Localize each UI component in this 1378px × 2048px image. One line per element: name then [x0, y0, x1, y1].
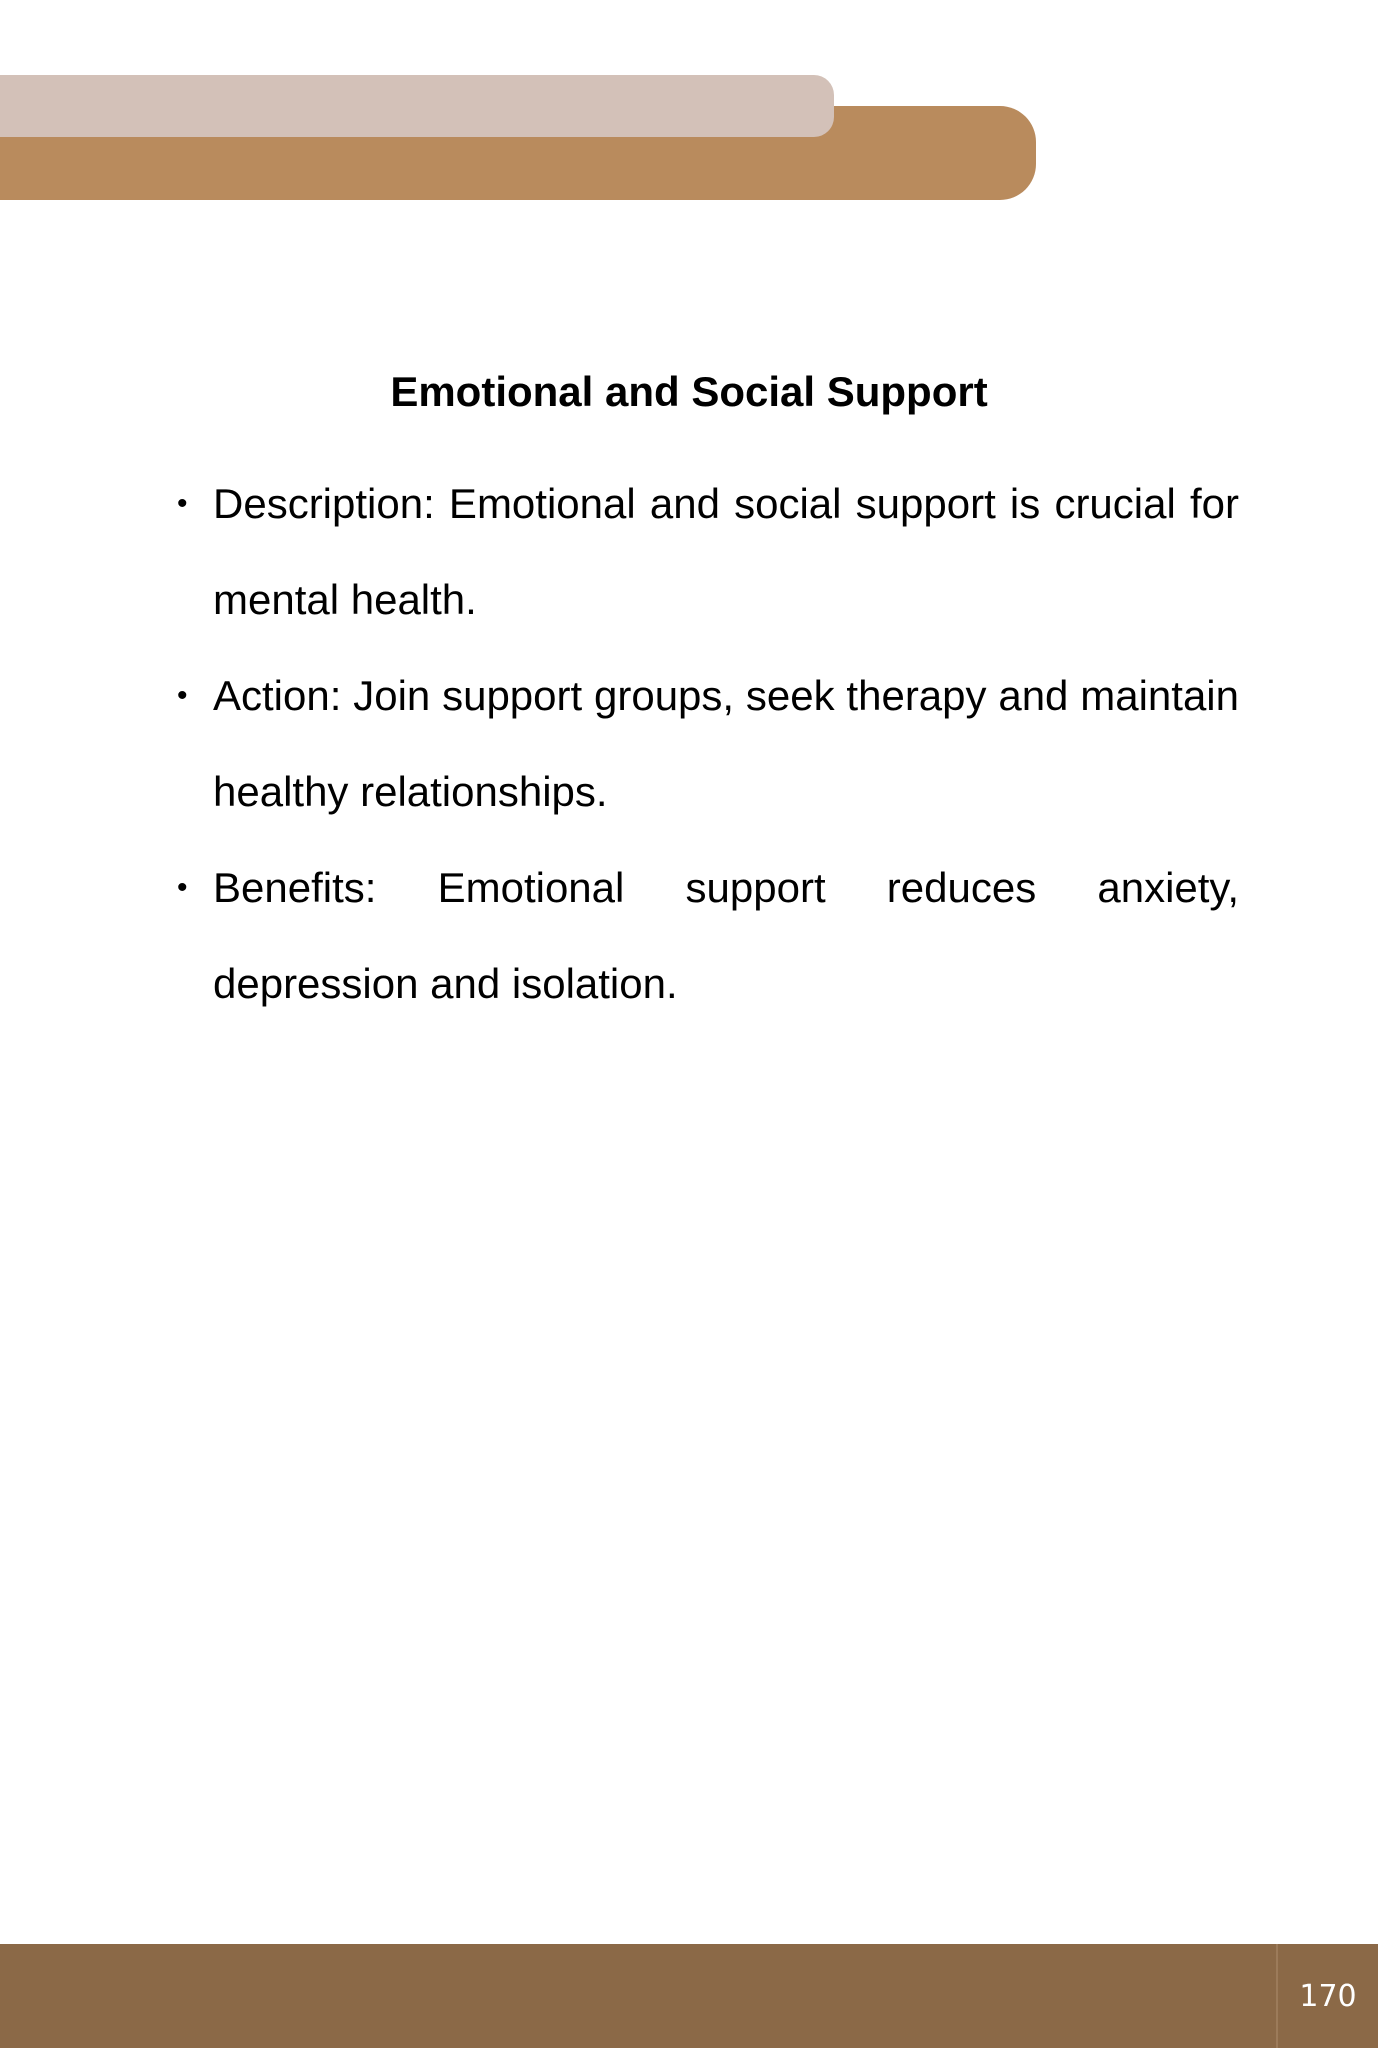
page-number-box: [1276, 1944, 1378, 2048]
bullet-icon: •: [177, 487, 188, 520]
bullet-text: Description: Emotional and social support is crucial for mental health.: [213, 480, 1239, 623]
bullet-item-action: [177, 648, 1239, 840]
bullet-item-description: [177, 456, 1239, 648]
bullet-list: [177, 456, 1239, 1032]
bullet-icon: •: [177, 871, 188, 904]
bullet-text: Benefits: Emotional support reduces anxiety, depression and isolation.: [213, 864, 1239, 1007]
section-title: Emotional and Social Support: [390, 368, 988, 415]
header-light-band: [0, 75, 834, 137]
bullet-text: Action: Join support groups, seek therapy and maintain healthy relationships.: [213, 672, 1239, 815]
bullet-icon: •: [177, 679, 188, 712]
footer-bar: [0, 1944, 1378, 2048]
page-number: 170: [1299, 1978, 1357, 2014]
bullet-item-benefits: [177, 840, 1239, 1032]
